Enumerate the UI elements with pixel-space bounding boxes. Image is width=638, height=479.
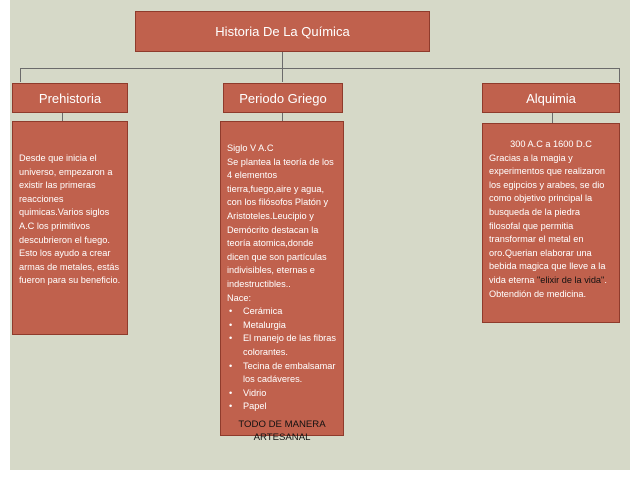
connector-alquimia-body <box>552 113 553 123</box>
alquimia-text: Gracias a la magia y experimentos que realizaron los egipcios y arabes, se dio como objetivo principal la busqueda de la piedra filosofal que permitia transformar el metal en oro.Querian elaborar una bebida magica que lleve a la vida eterna <box>489 152 606 285</box>
prehistoria-description-box <box>12 121 128 335</box>
category-griego-label: Periodo Griego <box>239 90 327 106</box>
category-prehistoria-label: Prehistoria <box>38 90 102 106</box>
category-prehistoria <box>12 83 128 113</box>
connector-prehistoria-body <box>62 113 63 121</box>
list-item: • Cerámica <box>239 305 337 319</box>
connector-left-drop <box>20 68 21 82</box>
list-item: • Vidrio <box>239 387 337 401</box>
griego-inventions-list <box>227 305 337 414</box>
list-item: • Papel <box>239 400 337 414</box>
griego-text: Se plantea la teoría de los 4 elementos tierra,fuego,aire y agua, con los filósofos Platón y Aristoteles.Leucipio y Demócrito destacan la teoría atomica,donde dicen que son partículas indivisibles, eternas e indestructibles.. <box>227 156 334 289</box>
connector-right-drop <box>619 68 620 82</box>
alquimia-paragraph <box>489 152 613 302</box>
connector-horizontal <box>20 68 620 69</box>
category-periodo-griego <box>223 83 343 113</box>
connector-title-down <box>282 52 283 68</box>
diagram-title <box>135 11 430 52</box>
griego-description-box <box>220 121 344 443</box>
connector-griego-body <box>282 113 283 121</box>
category-alquimia-label: Alquimia <box>526 90 576 106</box>
alquimia-tail: . Obtendión de medicina. <box>489 274 607 299</box>
connector-center-drop <box>282 68 283 82</box>
diagram-canvas <box>10 0 630 470</box>
griego-closing-note: TODO DE MANERA ARTESANAL <box>238 418 326 443</box>
list-item: • El manejo de las fibras colorantes. <box>239 332 337 359</box>
prehistoria-text: Desde que inicia el universo, empezaron a existir las primeras reacciones quimicas.Varios siglos A.C los primitivos descubrieron el fuego. Esto los ayudo a crear armas de metales, estás fueron para su beneficio. <box>19 153 121 286</box>
griego-nace-label: Nace: <box>227 292 252 303</box>
alquimia-description-box <box>482 123 620 323</box>
list-item: • Tecina de embalsamar los cadáveres. <box>239 360 337 387</box>
griego-century: Siglo V A.C <box>227 143 274 153</box>
list-item: • Metalurgia <box>239 319 337 333</box>
alquimia-dates: 300 A.C a 1600 D.C <box>510 139 592 149</box>
title-text: Historia De La Química <box>215 24 350 39</box>
category-alquimia <box>482 83 620 113</box>
alquimia-highlight: "elixir de la vida" <box>537 274 605 285</box>
